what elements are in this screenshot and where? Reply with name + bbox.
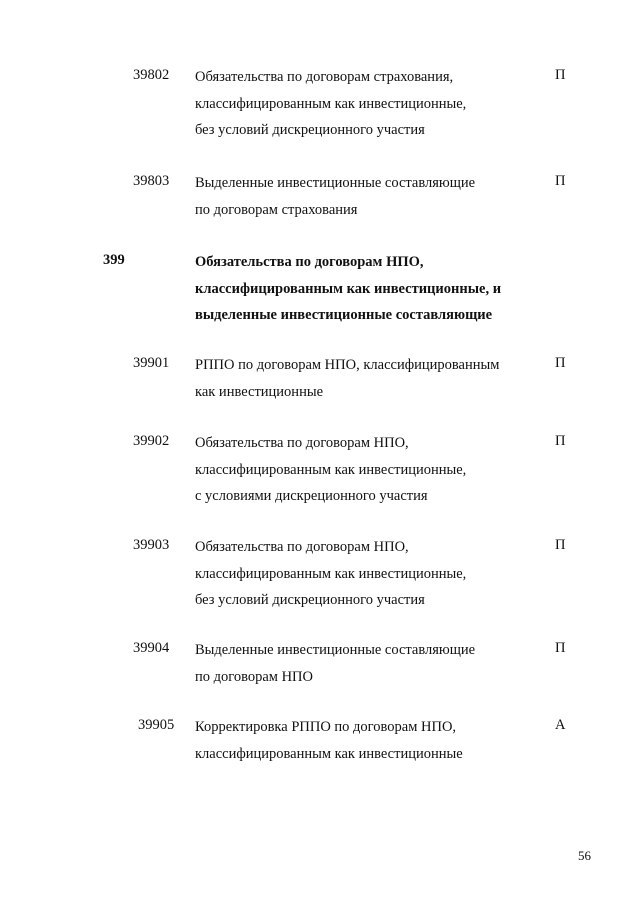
account-code: 39903	[133, 537, 170, 553]
description-line: Обязательства по договорам страхования,	[195, 69, 454, 85]
account-type: П	[555, 433, 566, 449]
description-line: Обязательства по договорам НПО,	[195, 435, 409, 451]
account-code: 39803	[133, 173, 170, 189]
account-code: 39802	[133, 67, 170, 83]
description-line: классифицированным как инвестиционные	[195, 745, 463, 762]
account-type: П	[555, 640, 566, 656]
account-description	[195, 67, 535, 147]
account-description	[195, 433, 535, 513]
section-code: 399	[103, 252, 125, 268]
account-code: 39904	[133, 640, 170, 656]
description-line: классифицированным как инвестиционные,	[195, 461, 467, 478]
title-line: Обязательства по договорам НПО,	[195, 254, 424, 270]
description-line: Выделенные инвестиционные составляющие	[195, 175, 476, 191]
account-code: 39901	[133, 355, 170, 371]
account-type: П	[555, 537, 566, 553]
description-line: Корректировка РППО по договорам НПО,	[195, 719, 457, 735]
account-description	[195, 355, 535, 408]
page-number: 56	[578, 848, 591, 863]
description-line: с условиями дискреционного участия	[195, 488, 428, 504]
account-description	[195, 717, 535, 770]
description-line: по договорам страхования	[195, 201, 358, 218]
description-line: РППО по договорам НПО, классифицированным	[195, 357, 500, 373]
title-line: классифицированным как инвестиционные, и	[195, 280, 502, 297]
title-line: выделенные инвестиционные составляющие	[195, 307, 493, 323]
account-description	[195, 537, 535, 617]
description-line: как инвестиционные	[195, 383, 324, 400]
description-line: Обязательства по договорам НПО,	[195, 539, 409, 555]
description-line: классифицированным как инвестиционные,	[195, 565, 467, 582]
description-line: без условий дискреционного участия	[195, 592, 425, 608]
account-type: П	[555, 355, 566, 371]
account-type: П	[555, 67, 566, 83]
account-code: 39902	[133, 433, 170, 449]
description-line: Выделенные инвестиционные составляющие	[195, 642, 476, 658]
section-title	[195, 252, 535, 332]
account-description	[195, 173, 535, 226]
description-line: классифицированным как инвестиционные,	[195, 95, 467, 112]
account-code: 39905	[138, 717, 175, 733]
account-description	[195, 640, 535, 693]
account-type: А	[555, 717, 566, 733]
account-type: П	[555, 173, 566, 189]
description-line: по договорам НПО	[195, 668, 313, 685]
description-line: без условий дискреционного участия	[195, 122, 425, 138]
